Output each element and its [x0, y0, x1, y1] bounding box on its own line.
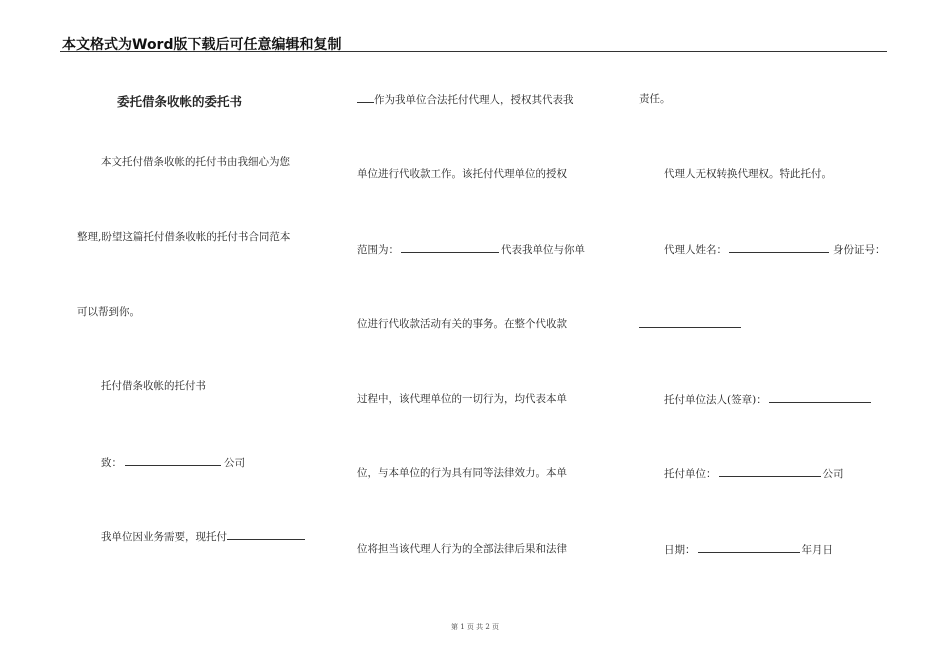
intro-line-1: 本文托付借条收帐的托付书由我细心为您	[101, 156, 290, 168]
agent-blank	[227, 529, 305, 540]
addressee-line	[101, 455, 245, 470]
col2-line-4: 位进行代收款活动有关的事务。在整个代收款	[357, 318, 567, 330]
date-line	[664, 542, 833, 557]
date-suffix: 年月日	[801, 544, 833, 556]
scope-suffix: 代表我单位与你单	[501, 244, 585, 256]
legal-rep-blank	[769, 392, 871, 403]
col2-line-1-text: 作为我单位合法托付代理人，授权其代表我	[374, 94, 574, 106]
col2-line-7: 位将担当该代理人行为的全部法律后果和法律	[357, 543, 567, 555]
col2-leading-blank	[357, 92, 374, 103]
col2-line-5: 过程中，该代理单位的一切行为，均代表本单	[357, 393, 567, 405]
unit-line	[664, 466, 844, 481]
addressee-prefix: 致：	[101, 457, 122, 469]
date-blank	[698, 542, 800, 553]
unit-blank	[719, 466, 821, 477]
col2-line-2: 单位进行代收款工作。该托付代理单位的授权	[357, 168, 567, 180]
agent-name-line	[664, 242, 886, 257]
header-divider	[60, 51, 887, 52]
id-number-label: 身份证号：	[833, 244, 886, 256]
agent-name-blank	[729, 242, 829, 253]
col3-line-2: 代理人无权转换代理权。特此托付。	[664, 168, 832, 180]
date-label: 日期：	[664, 544, 696, 556]
col2-line-3	[357, 242, 585, 257]
unit-suffix: 公司	[822, 468, 844, 480]
legal-rep-line	[664, 392, 871, 407]
id-number-line	[639, 317, 741, 332]
agent-name-label: 代理人姓名：	[664, 244, 727, 256]
addressee-blank	[125, 455, 221, 466]
scope-blank	[401, 242, 499, 253]
scope-label: 范围为：	[357, 244, 399, 256]
col2-line-1	[357, 92, 574, 107]
unit-label: 托付单位：	[664, 468, 717, 480]
id-number-blank	[639, 317, 741, 328]
body-line-1	[101, 529, 305, 544]
intro-line-3: 可以帮到你。	[77, 306, 140, 318]
legal-rep-label: 托付单位法人(签章)：	[664, 394, 767, 406]
addressee-suffix: 公司	[224, 457, 245, 469]
intro-line-2: 整理,盼望这篇托付借条收帐的托付书合同范本	[77, 231, 291, 243]
col2-line-6: 位，与本单位的行为具有同等法律效力。本单	[357, 467, 567, 479]
header-title: 本文格式为Word版下载后可任意编辑和复制	[62, 37, 342, 53]
subtitle: 托付借条收帐的托付书	[101, 380, 206, 392]
page-number: 第 1 页 共 2 页	[450, 623, 500, 631]
col3-line-1: 责任。	[639, 93, 671, 105]
body-line-1-text: 我单位因业务需要，现托付	[101, 531, 227, 543]
document-title: 委托借条收帐的委托书	[117, 94, 243, 109]
